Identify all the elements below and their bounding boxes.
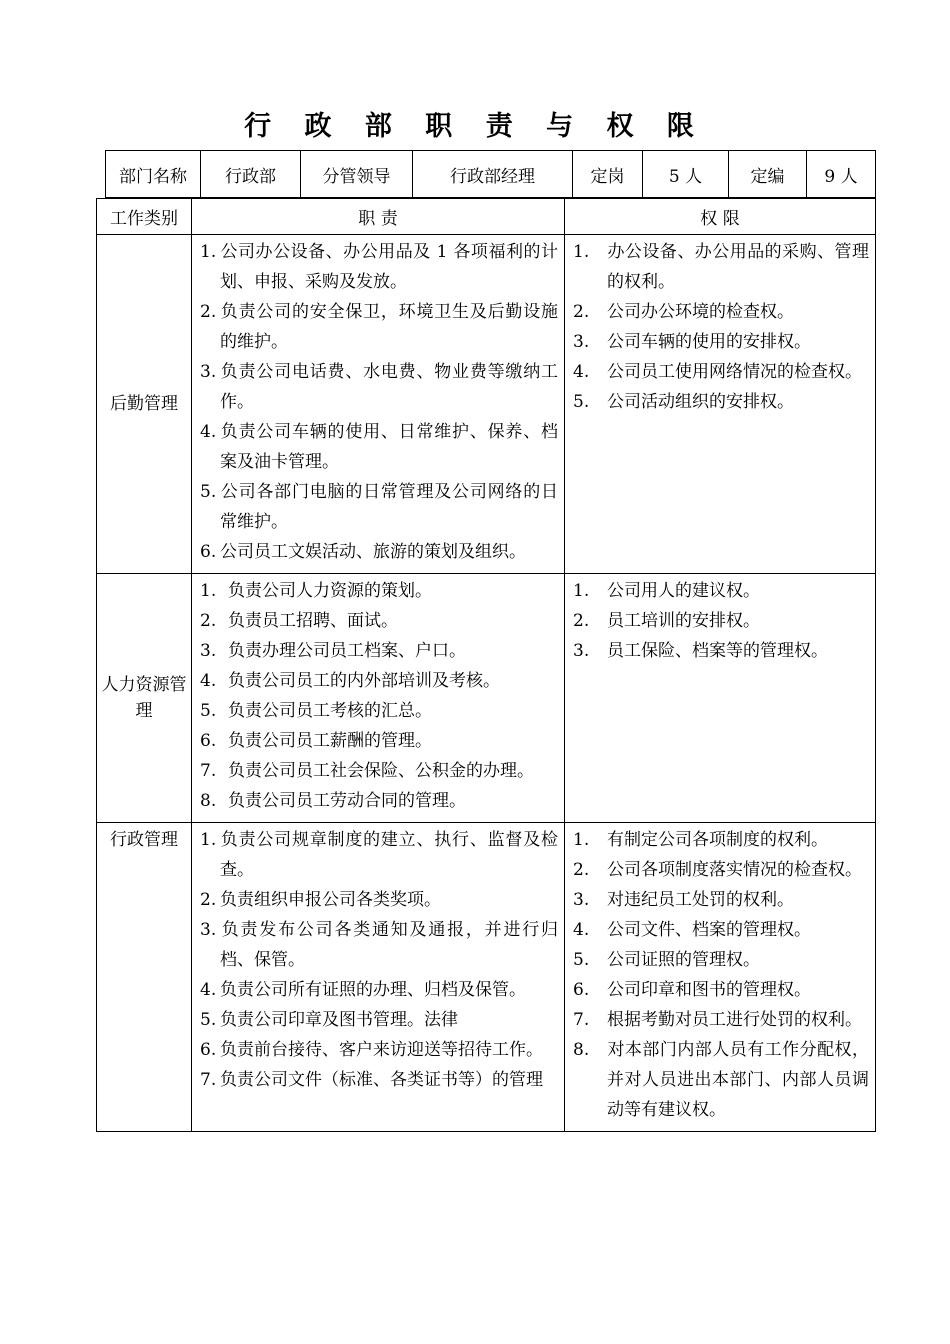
- department-info-table: [105, 150, 876, 198]
- list-item: 3. 负责公司电话费、水电费、物业费等缴纳工作。: [200, 362, 558, 412]
- duties-cell: [192, 574, 565, 823]
- list-item: 2. 负责公司的安全保卫，环境卫生及后勤设施的维护。: [200, 302, 558, 352]
- list-item: 4. 负责公司车辆的使用、日常维护、保养、档案及油卡管理。: [200, 422, 558, 472]
- list-item: 3. 员工保险、档案等的管理权。: [573, 641, 828, 661]
- list-item: 3. 负责发布公司各类通知及通报，并进行归档、保管。: [200, 920, 558, 970]
- rights-list: [565, 823, 875, 1131]
- list-item: 5. 负责公司员工考核的汇总。: [200, 701, 432, 721]
- duties-list: [192, 823, 564, 1101]
- list-item: 1. 办公设备、办公用品的采购、管理的权利。: [573, 242, 869, 292]
- list-item: 4. 负责公司所有证照的办理、归档及保管。: [200, 980, 526, 1000]
- post-value: 5 人: [643, 151, 729, 198]
- section-row-hr: [97, 574, 876, 823]
- list-item: 7. 负责公司员工社会保险、公积金的办理。: [200, 761, 534, 781]
- column-header-row: [97, 199, 876, 235]
- rights-cell: [565, 823, 876, 1132]
- list-item: 4. 公司文件、档案的管理权。: [573, 920, 811, 940]
- list-item: 1. 有制定公司各项制度的权利。: [573, 830, 828, 850]
- page-title: 行 政 部 职 责 与 权 限: [244, 111, 706, 142]
- dept-name-value: 行政部: [201, 151, 301, 198]
- list-item: 1. 公司用人的建议权。: [573, 581, 760, 601]
- list-item: 4. 负责公司员工的内外部培训及考核。: [200, 671, 500, 691]
- list-item: 7. 负责公司文件（标准、各类证书等）的管理: [200, 1070, 543, 1090]
- list-item: 2. 公司办公环境的检查权。: [573, 302, 794, 322]
- category-label: 后勤管理: [97, 235, 192, 574]
- list-item: 2. 负责组织申报公司各类奖项。: [200, 890, 441, 910]
- duties-rights-table: [96, 198, 876, 1132]
- duties-list: [192, 574, 564, 822]
- section-row-administration: [97, 823, 876, 1132]
- category-label: 人力资源管理: [97, 574, 192, 823]
- staff-label: 定编: [729, 151, 807, 198]
- list-item: 5. 公司证照的管理权。: [573, 950, 760, 970]
- list-item: 2. 负责员工招聘、面试。: [200, 611, 398, 631]
- leader-label: 分管领导: [301, 151, 413, 198]
- rights-list: [565, 235, 875, 423]
- list-item: 5. 负责公司印章及图书管理。法律: [200, 1010, 458, 1030]
- list-item: 2. 员工培训的安排权。: [573, 611, 760, 631]
- category-label: 行政管理: [97, 823, 192, 1132]
- list-item: 6. 负责公司员工薪酬的管理。: [200, 731, 432, 751]
- list-item: 5. 公司活动组织的安排权。: [573, 392, 794, 412]
- list-item: 8. 对本部门内部人员有工作分配权，并对人员进出本部门、内部人员调动等有建议权。: [573, 1040, 869, 1120]
- list-item: 6. 公司员工文娱活动、旅游的策划及组织。: [200, 542, 526, 562]
- dept-name-label: 部门名称: [106, 151, 201, 198]
- rights-list: [565, 574, 875, 672]
- list-item: 6. 公司印章和图书的管理权。: [573, 980, 811, 1000]
- list-item: 3. 对违纪员工处罚的权利。: [573, 890, 794, 910]
- department-info-row: [106, 151, 876, 198]
- duties-cell: [192, 823, 565, 1132]
- rights-cell: [565, 574, 876, 823]
- staff-value: 9 人: [807, 151, 876, 198]
- list-item: 1. 负责公司人力资源的策划。: [200, 581, 432, 601]
- column-header-rights: 权 限: [565, 199, 876, 235]
- column-header-duties: 职 责: [192, 199, 565, 235]
- duties-cell: [192, 235, 565, 574]
- rights-cell: [565, 235, 876, 574]
- list-item: 3. 公司车辆的使用的安排权。: [573, 332, 811, 352]
- post-label: 定岗: [573, 151, 643, 198]
- list-item: 5. 公司各部门电脑的日常管理及公司网络的日常维护。: [200, 482, 558, 532]
- leader-value: 行政部经理: [413, 151, 573, 198]
- column-header-category: 工作类别: [97, 199, 192, 235]
- list-item: 6. 负责前台接待、客户来访迎送等招待工作。: [200, 1040, 543, 1060]
- list-item: 4. 公司员工使用网络情况的检查权。: [573, 362, 862, 382]
- section-row-logistics: [97, 235, 876, 574]
- list-item: 1. 负责公司规章制度的建立、执行、监督及检查。: [200, 830, 558, 880]
- list-item: 7. 根据考勤对员工进行处罚的权利。: [573, 1010, 862, 1030]
- duties-list: [192, 235, 564, 573]
- list-item: 2. 公司各项制度落实情况的检查权。: [573, 860, 862, 880]
- list-item: 8. 负责公司员工劳动合同的管理。: [200, 791, 466, 811]
- list-item: 3. 负责办理公司员工档案、户口。: [200, 641, 466, 661]
- list-item: 1. 公司办公设备、办公用品及 1 各项福利的计划、申报、采购及发放。: [200, 242, 558, 292]
